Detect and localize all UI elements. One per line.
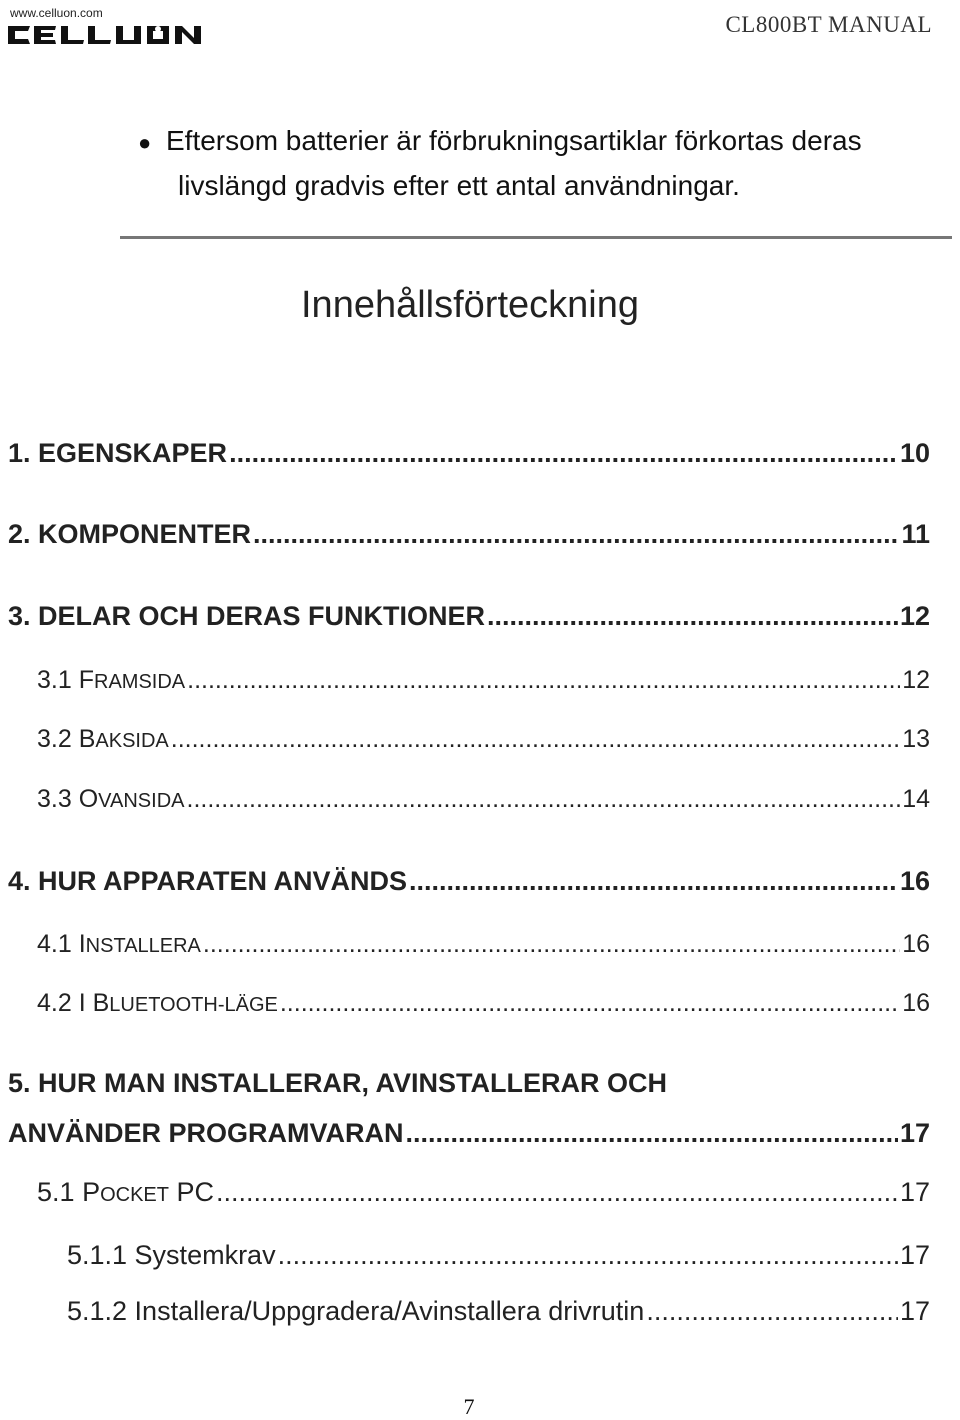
toc-entry-title: 3.2 BAKSIDA: [37, 725, 169, 753]
toc-entry-pocket-pc[interactable]: [37, 1177, 930, 1208]
toc-entry-title: 5.1.2 Installera/Uppgradera/Avinstallera drivrutin: [67, 1296, 645, 1326]
page-header: [0, 0, 960, 60]
toc-leader-dots: [187, 785, 901, 814]
toc-entry-page: 17: [899, 1177, 930, 1207]
toc-entry-framsida[interactable]: [37, 666, 930, 695]
toc-entry-page: 16: [902, 930, 930, 958]
toc-entry-bluetooth-lage[interactable]: [37, 989, 930, 1018]
toc-entry-page: 16: [902, 989, 930, 1017]
toc-entry-programvaran[interactable]: [8, 1118, 930, 1149]
toc-entry-title: 4.1 INSTALLERA: [37, 930, 201, 958]
toc-entry-page: 16: [899, 866, 930, 896]
logo-url: www.celluon.com: [10, 6, 103, 20]
battery-note-line1: Eftersom batterier är förbrukningsartiklar förkortas deras: [166, 125, 862, 156]
toc-entry-page: 11: [901, 519, 930, 549]
toc-entry-hur-apparaten[interactable]: [8, 866, 930, 897]
toc-entry-title: 3. DELAR OCH DERAS FUNKTIONER: [8, 601, 486, 631]
toc-entry-page: 14: [902, 785, 930, 813]
celluon-wordmark: [6, 20, 206, 50]
toc-entry-title: 4. HUR APPARATEN ANVÄNDS: [8, 866, 408, 896]
toc-leader-dots: [280, 989, 900, 1018]
toc-entry-page: 17: [899, 1240, 930, 1270]
toc-entry-programvaran-line1[interactable]: 5. HUR MAN INSTALLERAR, AVINSTALLERAR OCH: [8, 1068, 667, 1098]
toc-entry-delar[interactable]: [8, 601, 930, 632]
toc-leader-dots: [216, 1177, 898, 1208]
toc-entry-page: 12: [899, 601, 930, 631]
toc-leader-dots: [229, 438, 898, 469]
toc-entry-page: 17: [899, 1296, 930, 1326]
separator-line: [120, 236, 952, 239]
toc-entry-title: 5.1 POCKET PC: [37, 1177, 214, 1207]
toc-entry-title: 5.1.1 Systemkrav: [67, 1240, 276, 1270]
battery-note-text: [166, 118, 946, 208]
toc-leader-dots: [487, 601, 898, 632]
celluon-logo: [6, 6, 206, 46]
toc-entry-title: 1. EGENSKAPER: [8, 438, 228, 468]
toc-entry-systemkrav[interactable]: [67, 1240, 930, 1271]
toc-entry-komponenter[interactable]: [8, 519, 930, 550]
toc-leader-dots: [406, 1118, 898, 1149]
toc-entry-title: 3.3 OVANSIDA: [37, 785, 185, 813]
toc-entry-drivrutin[interactable]: [67, 1296, 930, 1327]
manual-title: CL800BT MANUAL: [725, 12, 932, 37]
toc-heading: Innehållsförteckning: [301, 284, 639, 326]
bullet-icon: ●: [138, 130, 152, 155]
toc-entry-egenskaper[interactable]: [8, 438, 930, 469]
toc-entry-page: 10: [899, 438, 930, 468]
toc-leader-dots: [253, 519, 899, 550]
toc-leader-dots: [409, 866, 898, 897]
toc-entry-title: 2. KOMPONENTER: [8, 519, 252, 549]
toc-leader-dots: [646, 1296, 898, 1327]
toc-entry-page: 13: [902, 725, 930, 753]
toc-entry-page: 12: [902, 666, 930, 694]
toc-entry-title: 4.2 I BLUETOOTH-LÄGE: [37, 989, 278, 1017]
toc-leader-dots: [171, 725, 900, 754]
toc-entry-title: 3.1 FRAMSIDA: [37, 666, 186, 694]
toc-entry-installera[interactable]: [37, 930, 930, 959]
toc-leader-dots: [278, 1240, 898, 1271]
toc-entry-page: 17: [899, 1118, 930, 1148]
battery-note-line2: livslängd gradvis efter ett antal användningar.: [178, 170, 740, 201]
toc-entry-baksida[interactable]: [37, 725, 930, 754]
toc-entry-ovansida[interactable]: [37, 785, 930, 814]
toc-leader-dots: [203, 930, 900, 959]
page-number: 7: [463, 1394, 475, 1419]
toc-entry-title: ANVÄNDER PROGRAMVARAN: [8, 1118, 404, 1148]
toc-leader-dots: [187, 666, 900, 695]
